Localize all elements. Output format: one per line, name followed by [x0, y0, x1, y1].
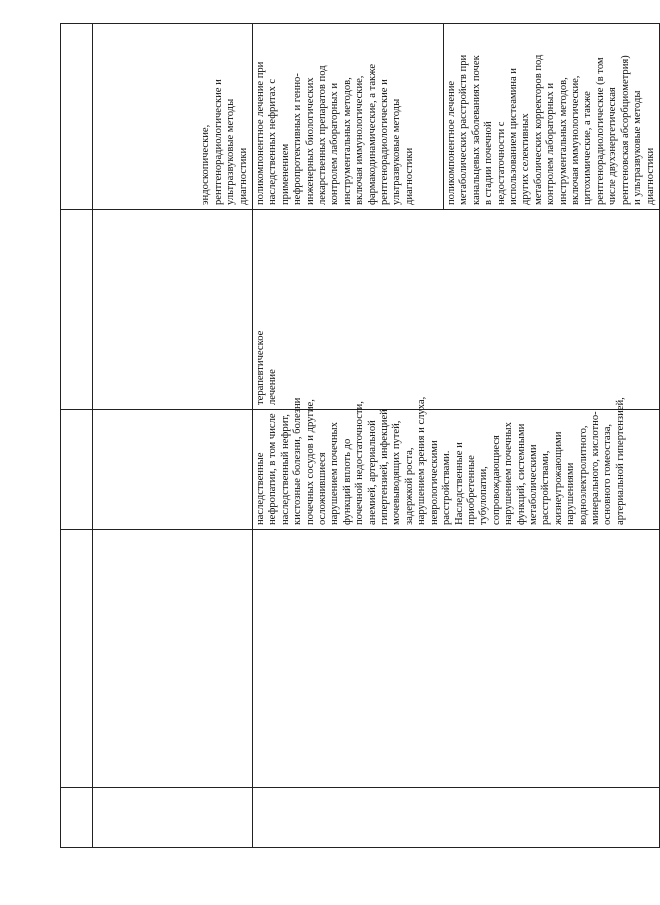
text-line: расстройствами, — [540, 450, 552, 525]
table-cell-r1-c5 — [61, 24, 93, 210]
text-line: анемией, артериальной — [366, 420, 378, 525]
text-line: числе двухэнергетическая — [607, 87, 619, 205]
table-cell-r3-c3 — [253, 396, 660, 530]
table-cell-r1-c1 — [61, 788, 93, 848]
text-line: осложнившиеся — [317, 452, 329, 525]
text-line: сопровождающиеся — [490, 435, 502, 525]
text-line: нарушением зрения и слуха, — [416, 396, 428, 525]
text-line: диагностики — [403, 147, 415, 205]
table-cell-r3-c2 — [253, 530, 660, 788]
table-row — [61, 24, 93, 848]
table-cell-r2-c1 — [93, 788, 253, 848]
text-line: гипертензией, инфекцией — [379, 409, 391, 525]
text-line: ультразвуковые методы — [225, 98, 237, 205]
table-cell-r3-c5 — [253, 24, 660, 210]
text-line: кистозные болезни, болезни — [292, 397, 304, 525]
text-line: контролем лабораторных и — [329, 82, 341, 205]
text-line: неврологическими — [428, 440, 440, 525]
text-line: метаболических расстройств при — [458, 54, 470, 205]
text-line: минерального, кислотно- — [589, 411, 601, 525]
table-cell-r2-c3 — [93, 410, 253, 530]
text-line: приобретенные — [465, 455, 477, 525]
text-line: поликомпонентное лечение — [446, 80, 457, 205]
text-line: диагностики — [644, 147, 656, 205]
text-line: нефропатии, в том числе — [267, 413, 279, 525]
text-line: поликомпонентное лечение при — [255, 61, 266, 205]
table-cell-r1-c4 — [61, 210, 93, 410]
text-line: рентгенорадиологические и — [212, 79, 224, 205]
text-line: инструментальных методов, — [341, 77, 353, 205]
text-line: наследственный нефрит, — [279, 414, 291, 525]
text-line: терапевтическое — [255, 330, 266, 405]
text-line: почечной недостаточности, — [354, 401, 366, 525]
text-line: наследственные — [255, 452, 266, 525]
text-line: лекарственных препаратов под — [317, 65, 329, 205]
table-cell-r2-c2 — [93, 530, 253, 788]
text-line: рентгенорадиологические и — [379, 79, 391, 205]
table-row — [93, 24, 253, 848]
text-line: нефропротективных и генно- — [292, 73, 304, 205]
text-line: функций, системными — [515, 423, 527, 525]
text-line: включая иммунологические, — [354, 75, 366, 205]
text-line: инструментальных методов, — [557, 77, 569, 205]
table-cell-r1-c3 — [61, 410, 93, 530]
text-line: рентгенорадиологические (в том — [594, 57, 606, 205]
table-cell-r1-c2 — [61, 530, 93, 788]
table-cell-r3-c4 — [253, 210, 660, 410]
text-line: эндоскопические, — [200, 124, 212, 205]
text-line: контролем лабораторных и — [545, 82, 557, 205]
text-line: нарушениями — [565, 462, 577, 525]
text-line: почечных сосудов и другие, — [304, 399, 316, 525]
text-line: тубулопатии, — [478, 466, 490, 525]
table-cell-r2-c4 — [93, 210, 253, 410]
treatment-description-b — [443, 24, 659, 209]
table-row — [253, 24, 660, 848]
text-line: инженерных биологических — [304, 77, 316, 205]
table-cell-r2-c5 — [93, 24, 253, 210]
text-line: в стадии почечной — [483, 121, 495, 205]
text-line: наследственных нефритах с — [267, 78, 279, 205]
text-line: основного гомеостаза, — [602, 423, 614, 525]
text-line: Наследственные и — [453, 442, 465, 525]
text-line: недостаточности с — [495, 121, 507, 205]
text-line: метаболическими — [527, 444, 539, 525]
text-line: использованием цистеамина и — [508, 68, 520, 205]
text-line: фармакодинамические, а также — [366, 63, 378, 205]
text-line: расстройствами. — [441, 450, 453, 525]
text-line: нарушением почечных — [503, 422, 515, 525]
text-line: рентгеновская абсорбциометрия) — [619, 55, 631, 205]
treatment-description-a — [253, 24, 443, 209]
text-line: артериальной гипертензией, — [614, 397, 626, 525]
text-line: водноэлектролитного, — [577, 425, 589, 525]
text-line: и ультразвуковые методы — [632, 90, 644, 205]
text-line: задержкой роста, — [403, 447, 415, 525]
rotated-table-container — [60, 24, 656, 848]
text-line: применением — [279, 143, 291, 205]
text-line: лечение — [267, 369, 279, 405]
table-cell-r3-c1 — [253, 788, 660, 848]
text-line: канальцевых заболеваниях почек — [470, 55, 482, 205]
text-line: метаболических корректоров под — [532, 54, 544, 205]
text-line: цитохимические, а также — [582, 91, 594, 205]
text-line: включая иммунологические, — [570, 75, 582, 205]
text-line: функций вплоть до — [341, 438, 353, 525]
text-line: нарушением почечных — [329, 422, 341, 525]
text-line: диагностики — [237, 147, 249, 205]
text-line: других селективных — [520, 113, 532, 205]
medical-procedures-table — [60, 23, 660, 848]
text-line: мочевыводящих путей, — [391, 420, 403, 525]
text-line: ультразвуковые методы — [391, 98, 403, 205]
text-line: жизнеугрожающими — [552, 431, 564, 525]
